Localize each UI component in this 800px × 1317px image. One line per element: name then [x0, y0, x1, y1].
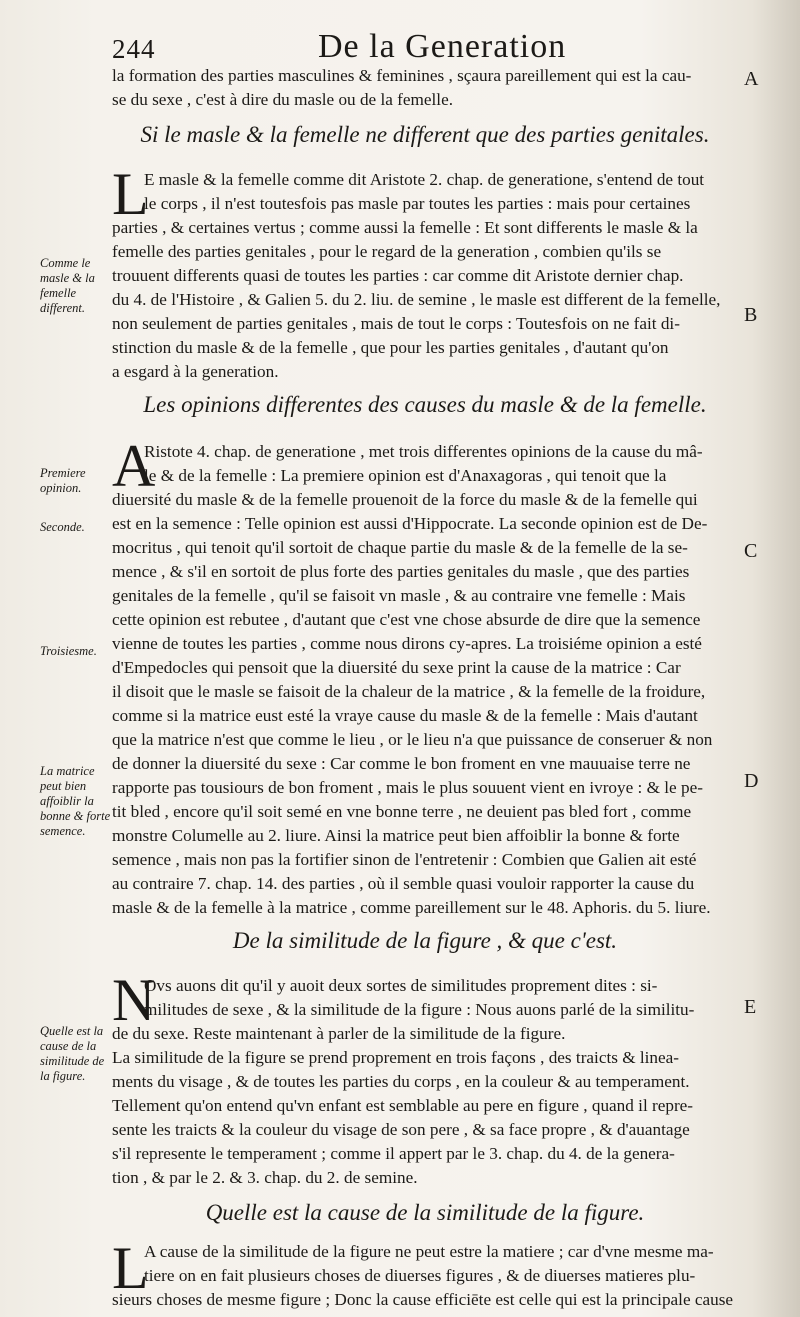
text-line: genitales de la femelle , qu'il se faisoit vn masle , & au contraire vne femelle : Mais	[112, 586, 686, 605]
text-line: vienne de toutes les parties , comme nous dirons cy-apres. La troisiéme opinion a esté	[112, 634, 702, 653]
text-line: Ristote 4. chap. de generatione , met trois differentes opinions de la cause du mâ-	[144, 442, 703, 461]
drop-cap: L	[112, 1235, 149, 1301]
text-line: masle & de la femelle à la matrice , comme pareillement sur le 48. Aphoris. du 5. liure.	[112, 898, 711, 917]
margin-note: La matrice peut bien affoiblir la bonne & forte semence.	[40, 764, 111, 838]
margin-note: Quelle est la cause de la similitude de la figure.	[40, 1024, 105, 1083]
text-line: mence , & s'il en sortoit de plus forte des parties genitales du masle , que des parties	[112, 562, 690, 581]
text-line: est en la semence : Telle opinion est aussi d'Hippocrate. La seconde opinion est de De-	[112, 514, 708, 533]
text-line: femelle des parties genitales , pour le regard de la generation , combien qu'ils se	[112, 242, 662, 261]
section-heading: De la similitude de la figure , & que c'est.	[232, 928, 618, 953]
text-line: A cause de la similitude de la figure ne peut estre la matiere ; car d'vne mesme ma-	[144, 1242, 714, 1261]
running-head: De la Generation	[318, 28, 567, 65]
text-line: mocritus , qui tenoit qu'il sortoit de chaque partie du masle & de la femelle de la se-	[112, 538, 688, 557]
margin-note: Comme le masle & la femelle different.	[40, 256, 95, 315]
margin-letter-a: A	[744, 68, 759, 90]
text-line: stinction du masle & de la femelle , que pour les parties genitales , d'autant qu'on	[112, 338, 669, 357]
text-line: de donner la diuersité du sexe : Car comme le bon froment en vne mauuaise terre ne	[112, 754, 691, 773]
drop-cap: N	[112, 967, 156, 1033]
text-line: monstre Columelle au 2. liure. Ainsi la matrice peut bien affoiblir la bonne & forte	[112, 826, 680, 845]
text-line: s'il represente le temperament ; comme il appert par le 3. chap. du 4. de la genera-	[112, 1144, 675, 1163]
drop-cap: A	[112, 433, 156, 499]
text-line: au contraire 7. chap. 14. des parties , où il semble quasi vouloir rapporter la cause du	[112, 874, 695, 893]
section-heading: Quelle est la cause de la similitude de la figure.	[205, 1200, 645, 1225]
margin-note: Troisiesme.	[40, 644, 97, 658]
text-line: E masle & la femelle comme dit Aristote 2. chap. de generatione, s'entend de tout	[144, 170, 705, 189]
text-line: il disoit que le masle se faisoit de la chaleur de la matrice , & la femelle de la froidure,	[112, 682, 706, 701]
text-line: tiere on en fait plusieurs choses de diuerses figures , & de diuerses matieres plu-	[144, 1266, 696, 1285]
text-line: le corps , il n'est toutesfois pas masle par toutes les parties : mais pour certaines	[144, 194, 691, 213]
drop-cap: L	[112, 161, 149, 227]
text-line: rapporte pas tousiours de bon froment , mais le plus souuent vient en ivroye : & le pe-	[112, 778, 703, 797]
text-line: trouuent differents quasi de toutes les parties : car comme dit Aristote dernier chap.	[112, 266, 684, 285]
text-line: La similitude de la figure se prend proprement en trois façons , des traicts & linea-	[112, 1048, 680, 1067]
text-line: diuersité du masle & de la femelle prouenoit de la force du masle & de la femelle qui	[112, 490, 698, 509]
text-line: militudes de sexe , & la similitude de la figure : Nous auons parlé de la similitu-	[144, 1000, 695, 1019]
text-line: sieurs choses de mesme figure ; Donc la cause efficiēte est celle qui est la principale cause	[112, 1290, 734, 1309]
margin-letter-e: E	[744, 996, 757, 1018]
text-line: se du sexe , c'est à dire du masle ou de la femelle.	[112, 90, 453, 109]
text-line: ments du visage , & de toutes les parties du corps , en la couleur & au temperament.	[112, 1072, 690, 1091]
text-line: comme si la matrice eust esté la vraye cause du masle & de la femelle : Mais d'autant	[112, 706, 698, 725]
margin-letter-b: B	[744, 304, 758, 326]
section-heading: Si le masle & la femelle ne different que des parties genitales.	[140, 122, 710, 147]
margin-letter-d: D	[744, 770, 759, 792]
margin-letter-c: C	[744, 540, 758, 562]
text-line: Tellement qu'on entend qu'vn enfant est semblable au pere en figure , quand il repre-	[112, 1096, 694, 1115]
text-line: le & de la femelle : La premiere opinion est d'Anaxagoras , qui tenoit que la	[144, 466, 667, 485]
text-line: tion , & par le 2. & 3. chap. du 2. de semine.	[112, 1168, 418, 1187]
text-line: Ovs auons dit qu'il y auoit deux sortes de similitudes proprement dites : si-	[144, 976, 658, 995]
text-line: semence , mais non pas la fortifier sinon de l'entretenir : Combien que Galien ait esté	[112, 850, 697, 869]
text-line: que la matrice n'est que comme le lieu , or le lieu n'a que puissance de conseruer & non	[112, 730, 713, 749]
margin-note: Premiere opinion.	[40, 466, 86, 495]
text-line: de du sexe. Reste maintenant à parler de la similitude de la figure.	[112, 1024, 566, 1043]
text-line: a esgard à la generation.	[112, 362, 279, 381]
page-number: 244	[112, 34, 156, 64]
text-line: tit bled , encore qu'il soit semé en vne bonne terre , ne deuient pas bled fort , comme	[112, 802, 692, 821]
text-line: non seulement de parties genitales , mais de tout le corps : Toutesfois on ne fait di-	[112, 314, 680, 333]
margin-note: Seconde.	[40, 520, 85, 534]
text-line: du 4. de l'Histoire , & Galien 5. du 2. liu. de semine , le masle est different de la femelle,	[112, 290, 721, 309]
text-line: sente les traicts & la couleur du visage de son pere , & sa face propre , & d'auantage	[112, 1120, 690, 1139]
text-line: d'Empedocles qui pensoit que la diuersité du sexe print la cause de la matrice : Car	[112, 658, 681, 677]
text-line: la formation des parties masculines & feminines , sçaura pareillement qui est la cau-	[112, 66, 692, 85]
section-heading: Les opinions differentes des causes du masle & de la femelle.	[143, 392, 707, 417]
text-line: cette opinion est rebutee , d'autant que c'est vne chose absurde de dire que la semence	[112, 610, 701, 629]
text-line: parties , & certaines vertus ; comme aussi la femelle : Et sont differents le masle & la	[112, 218, 698, 237]
